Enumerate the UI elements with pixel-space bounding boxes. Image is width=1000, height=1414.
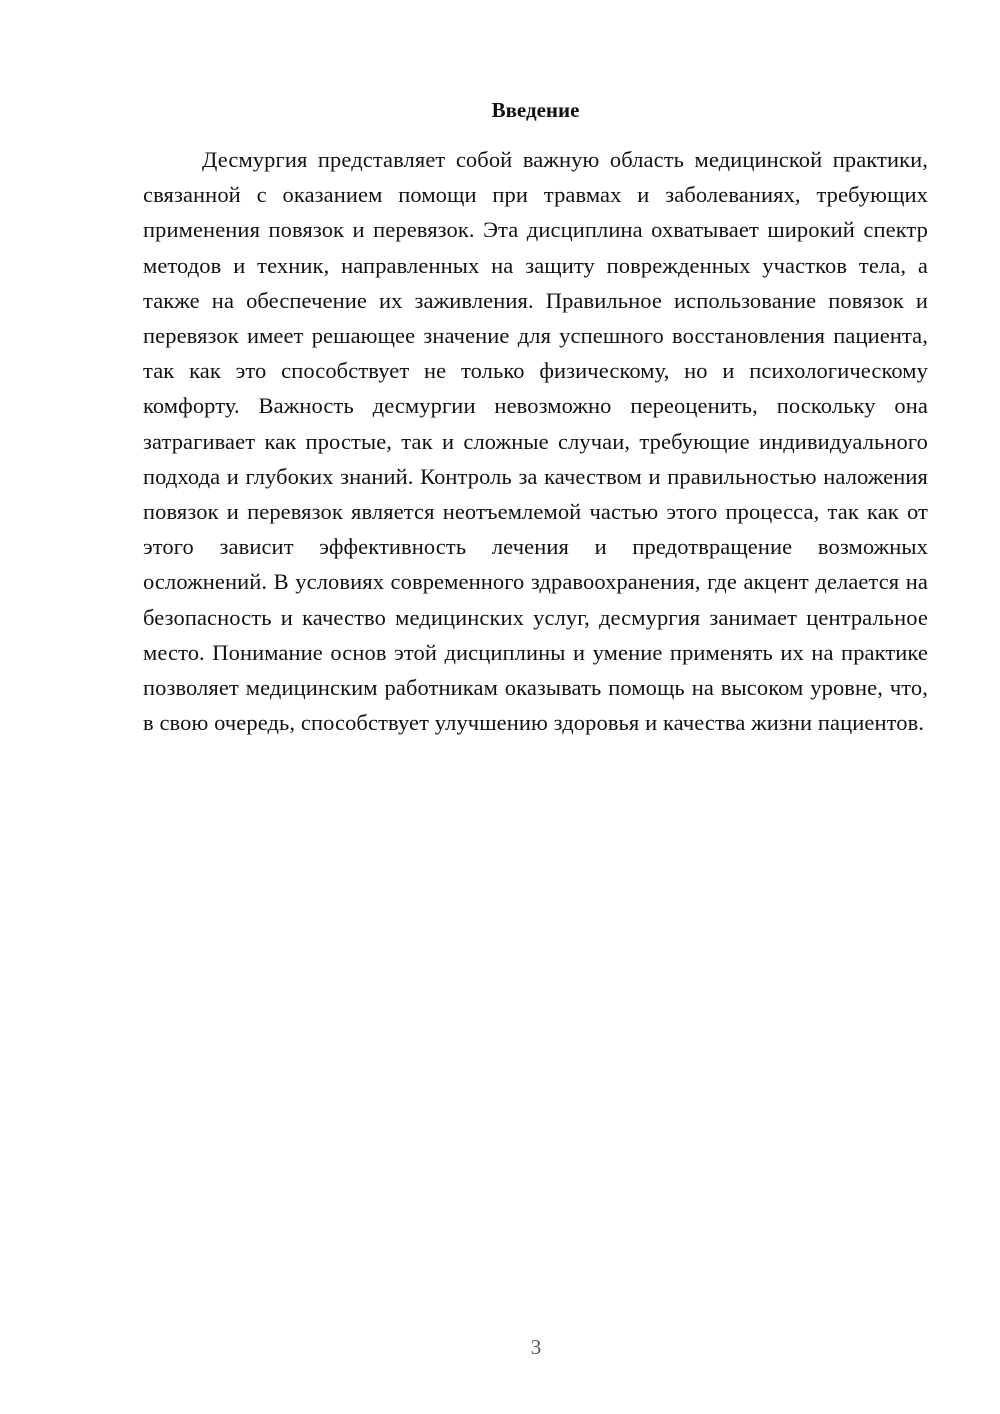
page-title: Введение [491,98,580,122]
body-paragraph: Десмургия представляет собой важную область медицинской практики, связанной с оказанием помощи при травмах и заболеваниях, требующих применения повязок и перевязок. Эта дисциплина охватывает широкий спектр методов и техник, направленных на защиту поврежденных участков тела, а также на обеспечение их заживления. Правильное использование повязок и перевязок имеет решающее значение для успешного восстановления пациента, так как это способствует не только физическому, но и психологическому комфорту. Важность десмургии невозможно переоценить, поскольку она затрагивает как простые, так и сложные случаи, требующие индивидуального подхода и глубоких знаний. Контроль за качеством и правильностью наложения повязок и перевязок является неотъемлемой частью этого процесса, так как от этого зависит эффективность лечения и предотвращение возможных осложнений. В условиях современного здравоохранения, где акцент делается на безопасность и качество медицинских услуг, десмургия занимает центральное место. Понимание основ этой дисциплины и умение применять их на практике позволяет медицинским работникам оказывать помощь на высоком уровне, что, в свою очередь, способствует улучшению здоровья и качества жизни пациентов. [143,147,928,736]
page-number: 3 [530,1335,542,1359]
